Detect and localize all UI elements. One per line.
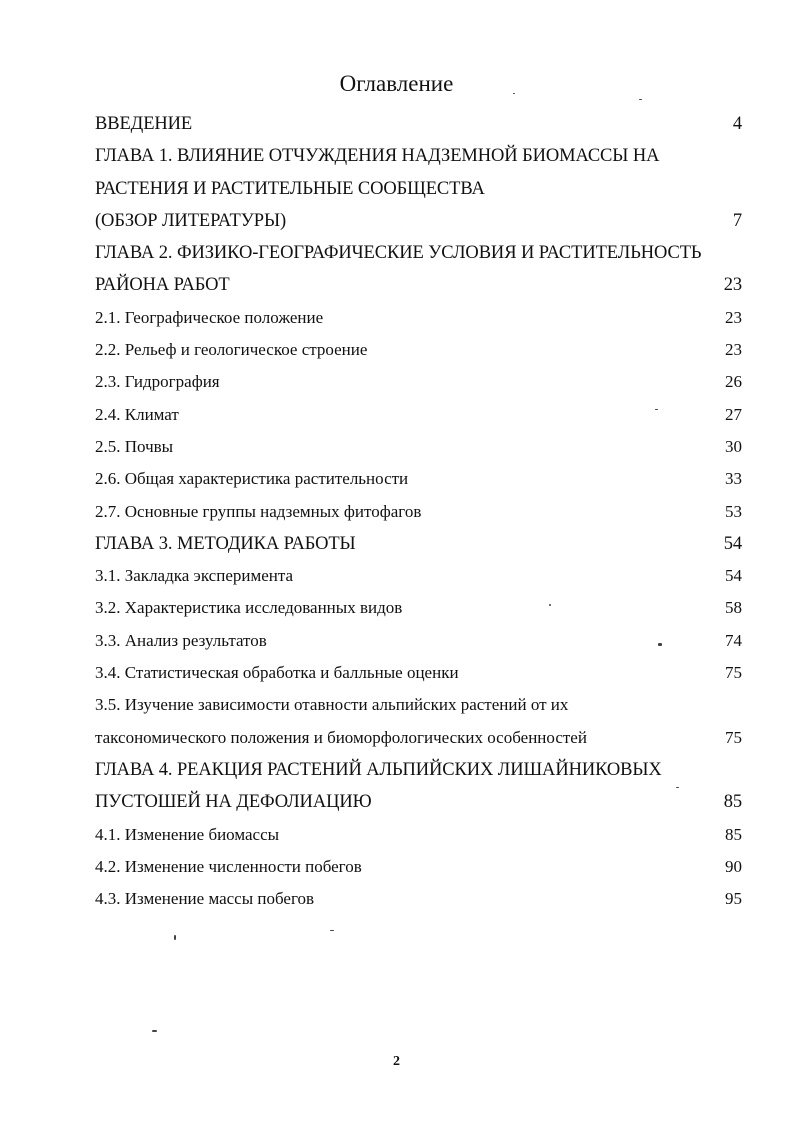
toc-entry-page-number: 26 (725, 372, 742, 392)
table-of-contents (95, 108, 745, 915)
toc-entry-page-number: 58 (725, 598, 742, 618)
toc-entry (95, 560, 745, 592)
toc-entry-page-number: 74 (725, 630, 742, 650)
toc-entry-page-number: 27 (725, 404, 742, 424)
toc-entry-title: 3.2. Характеристика исследованных видов (95, 598, 403, 618)
toc-entry (95, 722, 745, 754)
toc-entry (95, 205, 745, 237)
toc-entry (95, 140, 745, 172)
toc-entry-title: ВВЕДЕНИЕ (95, 114, 193, 134)
scan-speck (639, 99, 642, 100)
toc-entry-title: таксономического положения и биоморфологических особенностей (95, 727, 587, 747)
toc-entry-page-number: 90 (725, 856, 742, 876)
scan-speck (152, 1030, 157, 1032)
toc-entry-title: ГЛАВА 4. РЕАКЦИЯ РАСТЕНИЙ АЛЬПИЙСКИХ ЛИШАЙНИКОВЫХ (95, 759, 662, 780)
toc-entry-title: 2.2. Рельеф и геологическое строение (95, 340, 368, 360)
toc-entry-page-number: 85 (725, 824, 742, 844)
toc-entry (95, 528, 745, 560)
toc-entry-page-number: 4 (732, 114, 742, 134)
toc-entry-title: ГЛАВА 1. ВЛИЯНИЕ ОТЧУЖДЕНИЯ НАДЗЕМНОЙ БИОМАССЫ НА (95, 146, 660, 167)
toc-entry-title: ГЛАВА 3. МЕТОДИКА РАБОТЫ (95, 533, 356, 554)
toc-entry-title: РАСТЕНИЯ И РАСТИТЕЛЬНЫЕ СООБЩЕСТВА (95, 178, 485, 199)
toc-entry-page-number: 95 (725, 889, 742, 909)
toc-entry-title: ПУСТОШЕЙ НА ДЕФОЛИАЦИЮ (95, 792, 372, 813)
toc-entry (95, 851, 745, 883)
scan-speck (174, 935, 176, 940)
toc-entry-page-number: 85 (723, 792, 742, 813)
toc-entry (95, 302, 745, 334)
toc-entry (95, 786, 745, 818)
toc-entry-title: 2.3. Гидрография (95, 372, 220, 392)
toc-entry (95, 657, 745, 689)
toc-entry (95, 173, 745, 205)
toc-entry-title: 4.2. Изменение численности побегов (95, 856, 362, 876)
toc-entry (95, 883, 745, 915)
toc-entry-title: 2.4. Климат (95, 404, 179, 424)
toc-entry (95, 399, 745, 431)
toc-entry (95, 237, 745, 269)
toc-entry-page-number: 33 (725, 469, 742, 489)
scan-speck (658, 643, 662, 646)
page-title: Оглавление (339, 71, 454, 96)
scan-speck (549, 604, 551, 606)
toc-entry-page-number: 54 (725, 566, 742, 586)
toc-entry-title: 2.7. Основные группы надземных фитофагов (95, 501, 422, 521)
toc-entry (95, 592, 745, 624)
toc-entry (95, 108, 745, 140)
scan-speck (655, 409, 658, 410)
scan-speck (330, 930, 334, 931)
toc-entry-page-number: 23 (725, 340, 742, 360)
toc-entry (95, 689, 745, 721)
toc-entry-title: 4.3. Изменение массы побегов (95, 889, 315, 909)
toc-entry-title: 3.1. Закладка эксперимента (95, 566, 294, 586)
page-number: 2 (393, 1054, 400, 1069)
toc-entry (95, 463, 745, 495)
toc-entry-title: РАЙОНА РАБОТ (95, 275, 230, 296)
toc-entry-page-number: 53 (725, 501, 742, 521)
toc-entry-page-number: 7 (732, 210, 742, 231)
toc-entry (95, 431, 745, 463)
scan-speck (513, 93, 515, 94)
toc-entry-title: 3.3. Анализ результатов (95, 630, 267, 650)
toc-entry-page-number: 75 (725, 663, 742, 683)
toc-entry-title: 3.4. Статистическая обработка и балльные оценки (95, 663, 459, 683)
toc-entry-page-number: 75 (725, 727, 742, 747)
toc-entry (95, 819, 745, 851)
toc-entry-page-number: 23 (723, 275, 742, 296)
toc-entry-title: (ОБЗОР ЛИТЕРАТУРЫ) (95, 210, 287, 231)
toc-entry-title: 2.6. Общая характеристика растительности (95, 469, 409, 489)
scan-speck (676, 787, 679, 788)
toc-entry-title: 4.1. Изменение биомассы (95, 824, 280, 844)
toc-entry (95, 269, 745, 301)
toc-entry-title: 3.5. Изучение зависимости отавности альпийских растений от их (95, 695, 569, 715)
toc-entry-page-number: 23 (725, 307, 742, 327)
toc-entry (95, 496, 745, 528)
toc-entry-page-number: 30 (725, 436, 742, 456)
toc-entry-title: 2.5. Почвы (95, 436, 174, 456)
toc-entry-page-number: 54 (723, 533, 742, 554)
toc-entry (95, 366, 745, 398)
toc-entry-title: 2.1. Географическое положение (95, 307, 324, 327)
toc-entry-title: ГЛАВА 2. ФИЗИКО-ГЕОГРАФИЧЕСКИЕ УСЛОВИЯ И РАСТИТЕЛЬНОСТЬ (95, 243, 702, 264)
toc-entry (95, 625, 745, 657)
toc-entry (95, 754, 745, 786)
toc-entry (95, 334, 745, 366)
